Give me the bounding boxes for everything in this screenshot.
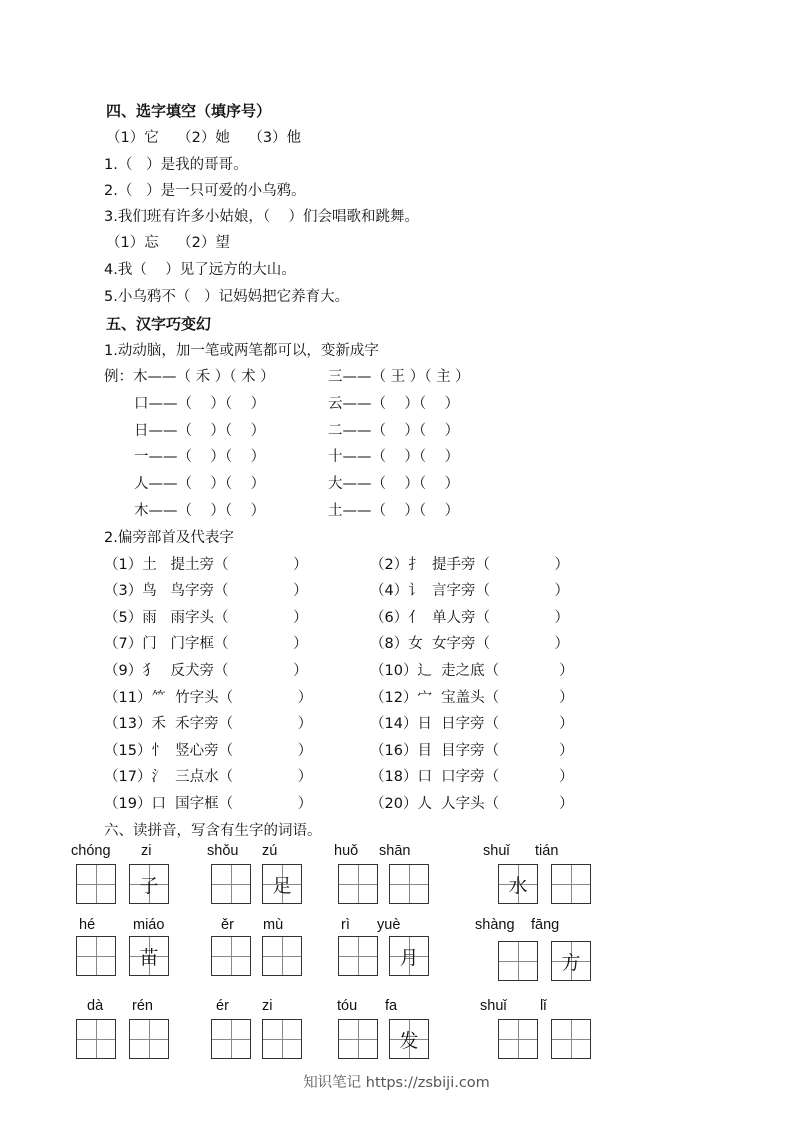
pinyin-label: yuè [377,917,401,933]
change-char-left: 口——（ ）（ ） [134,396,266,412]
writing-box[interactable] [389,864,429,904]
change-char-left: 一——（ ）（ ） [134,449,266,465]
question-5: 5.小乌鸦不（ ）记妈妈把它养育大。 [104,289,350,305]
change-char-left: 日——（ ）（ ） [134,423,266,439]
radical-item: （7）门 门字框（ ） [104,636,308,652]
radical-item: （8）女 女字旁（ ） [370,636,569,652]
writing-box[interactable] [211,936,251,976]
pinyin-label: shuǐ [483,843,510,859]
radical-item: （6）亻 单人旁（ ） [370,610,569,626]
radical-item: （14）日 日字旁（ ） [370,716,574,732]
change-char-left: 例：木——（ 禾 ）（ 术 ） [104,369,275,385]
pinyin-label: huǒ [334,843,359,859]
writing-box[interactable] [76,1019,116,1059]
pinyin-label: lǐ [540,998,547,1014]
pinyin-label: chóng [71,843,111,859]
pinyin-label: dà [87,998,104,1014]
pinyin-label: miáo [133,917,165,933]
change-char-right: 二——（ ）（ ） [328,423,460,439]
pinyin-label: shān [379,843,411,859]
radical-item: （18）口 口字旁（ ） [370,769,574,785]
writing-box[interactable]: 足 [262,864,302,904]
writing-box[interactable]: 子 [129,864,169,904]
pinyin-label: shuǐ [480,998,507,1014]
writing-box[interactable]: 方 [551,941,591,981]
writing-box[interactable]: 水 [498,864,538,904]
writing-box[interactable] [551,1019,591,1059]
writing-box[interactable] [338,864,378,904]
writing-box[interactable] [211,864,251,904]
change-char-right: 土——（ ）（ ） [328,503,460,519]
section5-subtitle-2: 2.偏旁部首及代表字 [104,530,234,546]
pinyin-label: hé [79,917,96,933]
section5-subtitle-1: 1.动动脑，加一笔或两笔都可以，变新成字 [104,343,379,359]
pinyin-label: fāng [531,917,560,933]
writing-box[interactable] [551,864,591,904]
change-char-right: 云——（ ）（ ） [328,396,460,412]
radical-item: （16）目 目字旁（ ） [370,743,574,759]
radical-item: （2）扌 提手旁（ ） [370,557,569,573]
writing-box[interactable] [76,864,116,904]
radical-item: （9）犭 反犬旁（ ） [104,663,308,679]
change-char-right: 大——（ ）（ ） [328,476,460,492]
pinyin-label: shàng [475,917,515,933]
section4-options-1: （1）它 （2）她 （3）他 [106,130,302,146]
writing-box[interactable]: 月 [389,936,429,976]
writing-box[interactable] [498,1019,538,1059]
pinyin-label: fa [385,998,398,1014]
pinyin-label: shǒu [207,843,239,859]
writing-box[interactable] [498,941,538,981]
radical-item: （4）讠 言字旁（ ） [370,583,569,599]
radical-item: （15）忄 竖心旁（ ） [104,743,313,759]
writing-box[interactable] [262,936,302,976]
pinyin-label: zi [262,998,273,1014]
pinyin-label: tóu [337,998,358,1014]
radical-item: （12）宀 宝盖头（ ） [370,690,574,706]
writing-box[interactable] [211,1019,251,1059]
footer-watermark: 知识笔记 https://zsbiji.com [303,1075,490,1091]
writing-box[interactable] [76,936,116,976]
question-2: 2.（ ）是一只可爱的小乌鸦。 [104,183,306,199]
question-3: 3.我们班有许多小姑娘，（ ）们会唱歌和跳舞。 [104,209,420,225]
radical-item: （17）氵 三点水（ ） [104,769,313,785]
writing-box[interactable]: 苗 [129,936,169,976]
section4-options-2: （1）忘 （2）望 [106,235,230,251]
change-char-left: 木——（ ）（ ） [134,503,266,519]
question-4: 4.我（ ）见了远方的大山。 [104,262,296,278]
radical-item: （3）鸟 鸟字旁（ ） [104,583,308,599]
writing-box[interactable] [129,1019,169,1059]
radical-item: （10）辶 走之底（ ） [370,663,574,679]
change-char-right: 三——（ 王 ）（ 主 ） [328,369,470,385]
writing-box[interactable] [338,1019,378,1059]
pinyin-label: rén [132,998,153,1014]
section6-title: 六、读拼音，写含有生字的词语。 [104,823,322,839]
radical-item: （20）人 人字头（ ） [370,796,574,812]
question-1: 1.（ ）是我的哥哥。 [104,157,248,173]
pinyin-label: ěr [221,917,234,933]
change-char-right: 十——（ ）（ ） [328,449,460,465]
radical-item: （19）口 国字框（ ） [104,796,313,812]
radical-item: （13）禾 禾字旁（ ） [104,716,313,732]
writing-box[interactable] [262,1019,302,1059]
pinyin-label: zú [262,843,278,859]
radical-item: （5）雨 雨字头（ ） [104,610,308,626]
pinyin-label: zi [141,843,152,859]
radical-item: （1）土 提土旁（ ） [104,557,308,573]
pinyin-label: rì [341,917,350,933]
pinyin-label: ér [216,998,229,1014]
writing-box[interactable] [338,936,378,976]
radical-item: （11）⺮ 竹字头（ ） [104,690,313,706]
pinyin-label: mù [263,917,284,933]
writing-box[interactable]: 发 [389,1019,429,1059]
section5-title: 五、汉字巧变幻 [106,315,212,333]
change-char-left: 人——（ ）（ ） [134,476,266,492]
section4-title: 四、选字填空（填序号） [106,102,272,120]
pinyin-label: tián [535,843,559,859]
